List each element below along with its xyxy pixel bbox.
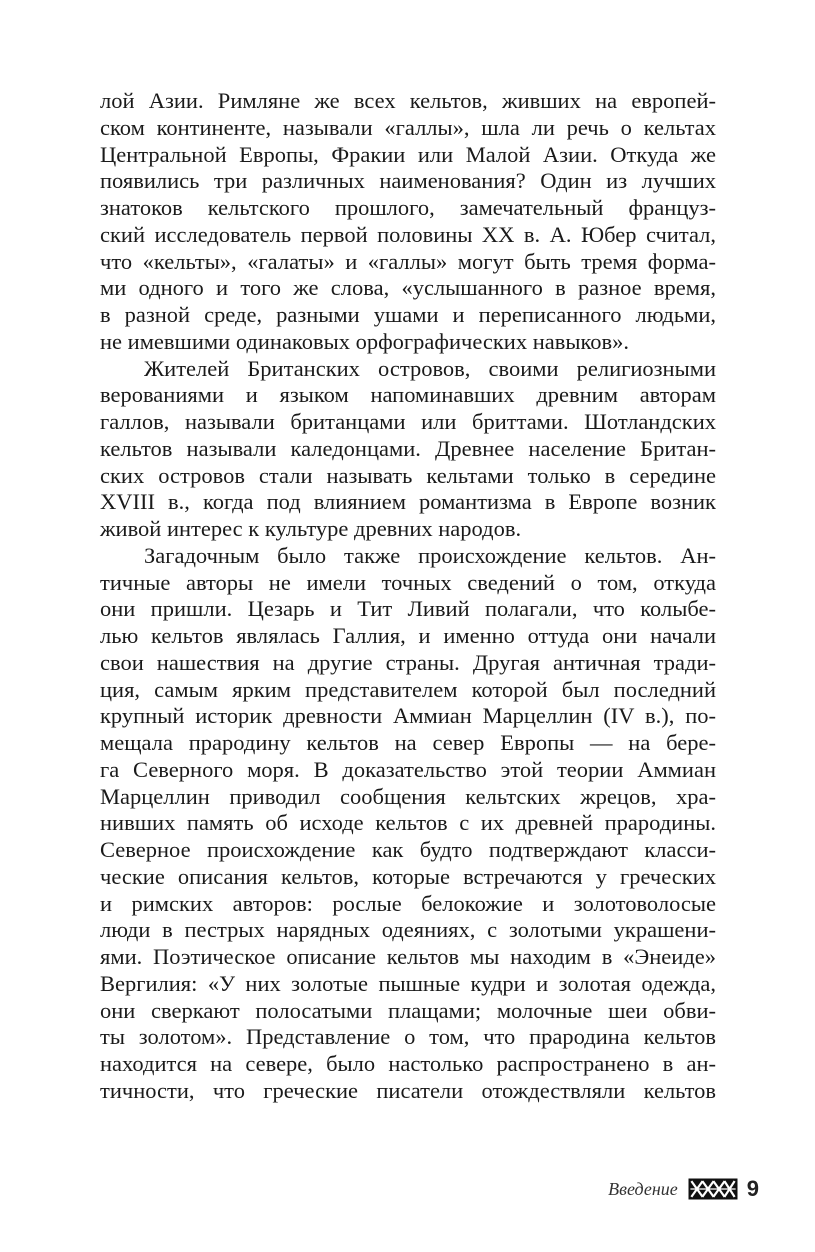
text-line: галлов, называли британцами или бриттами. Шотландских xyxy=(100,409,716,434)
text-line: ских островов стали называть кельтами только в середине xyxy=(100,462,716,488)
text-line: появились три различных наименования? Один из лучших xyxy=(100,168,716,194)
text-line: XVIII в., когда под влиянием романтизма в Европе возник xyxy=(100,489,716,515)
text-line: знатоков кельтского прошлого, замечательный француз- xyxy=(100,195,716,220)
text-line: ческие описания кельтов, которые встречаются у греческих xyxy=(100,863,716,889)
text-line: Жителей Британских островов, своими религиозными xyxy=(144,355,716,381)
running-head: Введение xyxy=(608,1178,678,1199)
text-line: нивших память об исходе кельтов с их древней прародины. xyxy=(100,810,716,836)
text-line: мещала прародину кельтов на север Европы — на бере- xyxy=(100,730,716,755)
text-line: Марцеллин приводил сообщения кельтских жрецов, хра- xyxy=(100,783,716,809)
text-line: ский исследователь первой половины XX в. А. Юбер считал, xyxy=(100,221,716,247)
text-line: ями. Поэтическое описание кельтов мы находим в «Энеиде» xyxy=(100,944,716,969)
text-line: ты золотом». Представление о том, что прародина кельтов xyxy=(100,1024,716,1050)
text-line: Северное происхождение как будто подтверждают класси- xyxy=(100,837,716,862)
text-line: они сверкают полосатыми плащами; молочные шеи обви- xyxy=(100,997,716,1023)
text-line: тичности, что греческие писатели отождествляли кельтов xyxy=(100,1077,716,1103)
text-line: они пришли. Цезарь и Тит Ливий полагали, что колыбе- xyxy=(100,596,716,622)
text-line: тичные авторы не имели точных сведений о том, откуда xyxy=(100,569,716,595)
text-line: крупный историк древности Аммиан Марцеллин (IV в.), по- xyxy=(100,703,716,729)
text-line: га Северного моря. В доказательство этой теории Аммиан xyxy=(100,756,716,782)
text-line: ция, самым ярким представителем которой был последний xyxy=(100,676,716,702)
text-line: кельтов называли каледонцами. Древнее население Британ- xyxy=(100,435,716,461)
text-line: свои нашествия на другие страны. Другая античная тради- xyxy=(100,649,716,675)
text-line: ском континенте, называли «галлы», шла ли речь о кельтах xyxy=(100,114,716,140)
text-line: ми одного и того же слова, «услышанного в разное время, xyxy=(100,275,716,301)
text-line: лью кельтов являлась Галлия, и именно оттуда они начали xyxy=(100,623,716,648)
text-line: лой Азии. Римляне же всех кельтов, живших на европей- xyxy=(100,88,716,113)
text-line: Вергилия: «У них золотые пышные кудри и золотая одежда, xyxy=(100,970,716,996)
text-line: верованиями и языком напоминавших древним авторам xyxy=(100,382,716,408)
body-text xyxy=(100,88,716,1105)
text-line: находится на севере, было настолько распространено в ан- xyxy=(100,1051,716,1076)
page-number: 9 xyxy=(746,1176,759,1201)
text-line: в разной среде, разными ушами и переписанного людьми, xyxy=(100,302,716,327)
text-line: живой интерес к культуре древних народов. xyxy=(100,516,522,541)
page-footer xyxy=(608,1174,759,1204)
celtic-knot-icon xyxy=(688,1178,738,1200)
text-line: не имевшими одинаковых орфографических навыков». xyxy=(100,328,630,354)
text-line: что «кельты», «галаты» и «галлы» могут быть тремя форма- xyxy=(100,248,716,274)
text-line: Загадочным было также происхождение кельтов. Ан- xyxy=(144,542,716,568)
text-line: люди в пестрых нарядных одеяниях, с золотыми украшени- xyxy=(100,917,716,943)
text-line: Центральной Европы, Фракии или Малой Азии. Откуда же xyxy=(100,141,716,167)
text-line: и римских авторов: рослые белокожие и золотоволосые xyxy=(100,890,716,916)
